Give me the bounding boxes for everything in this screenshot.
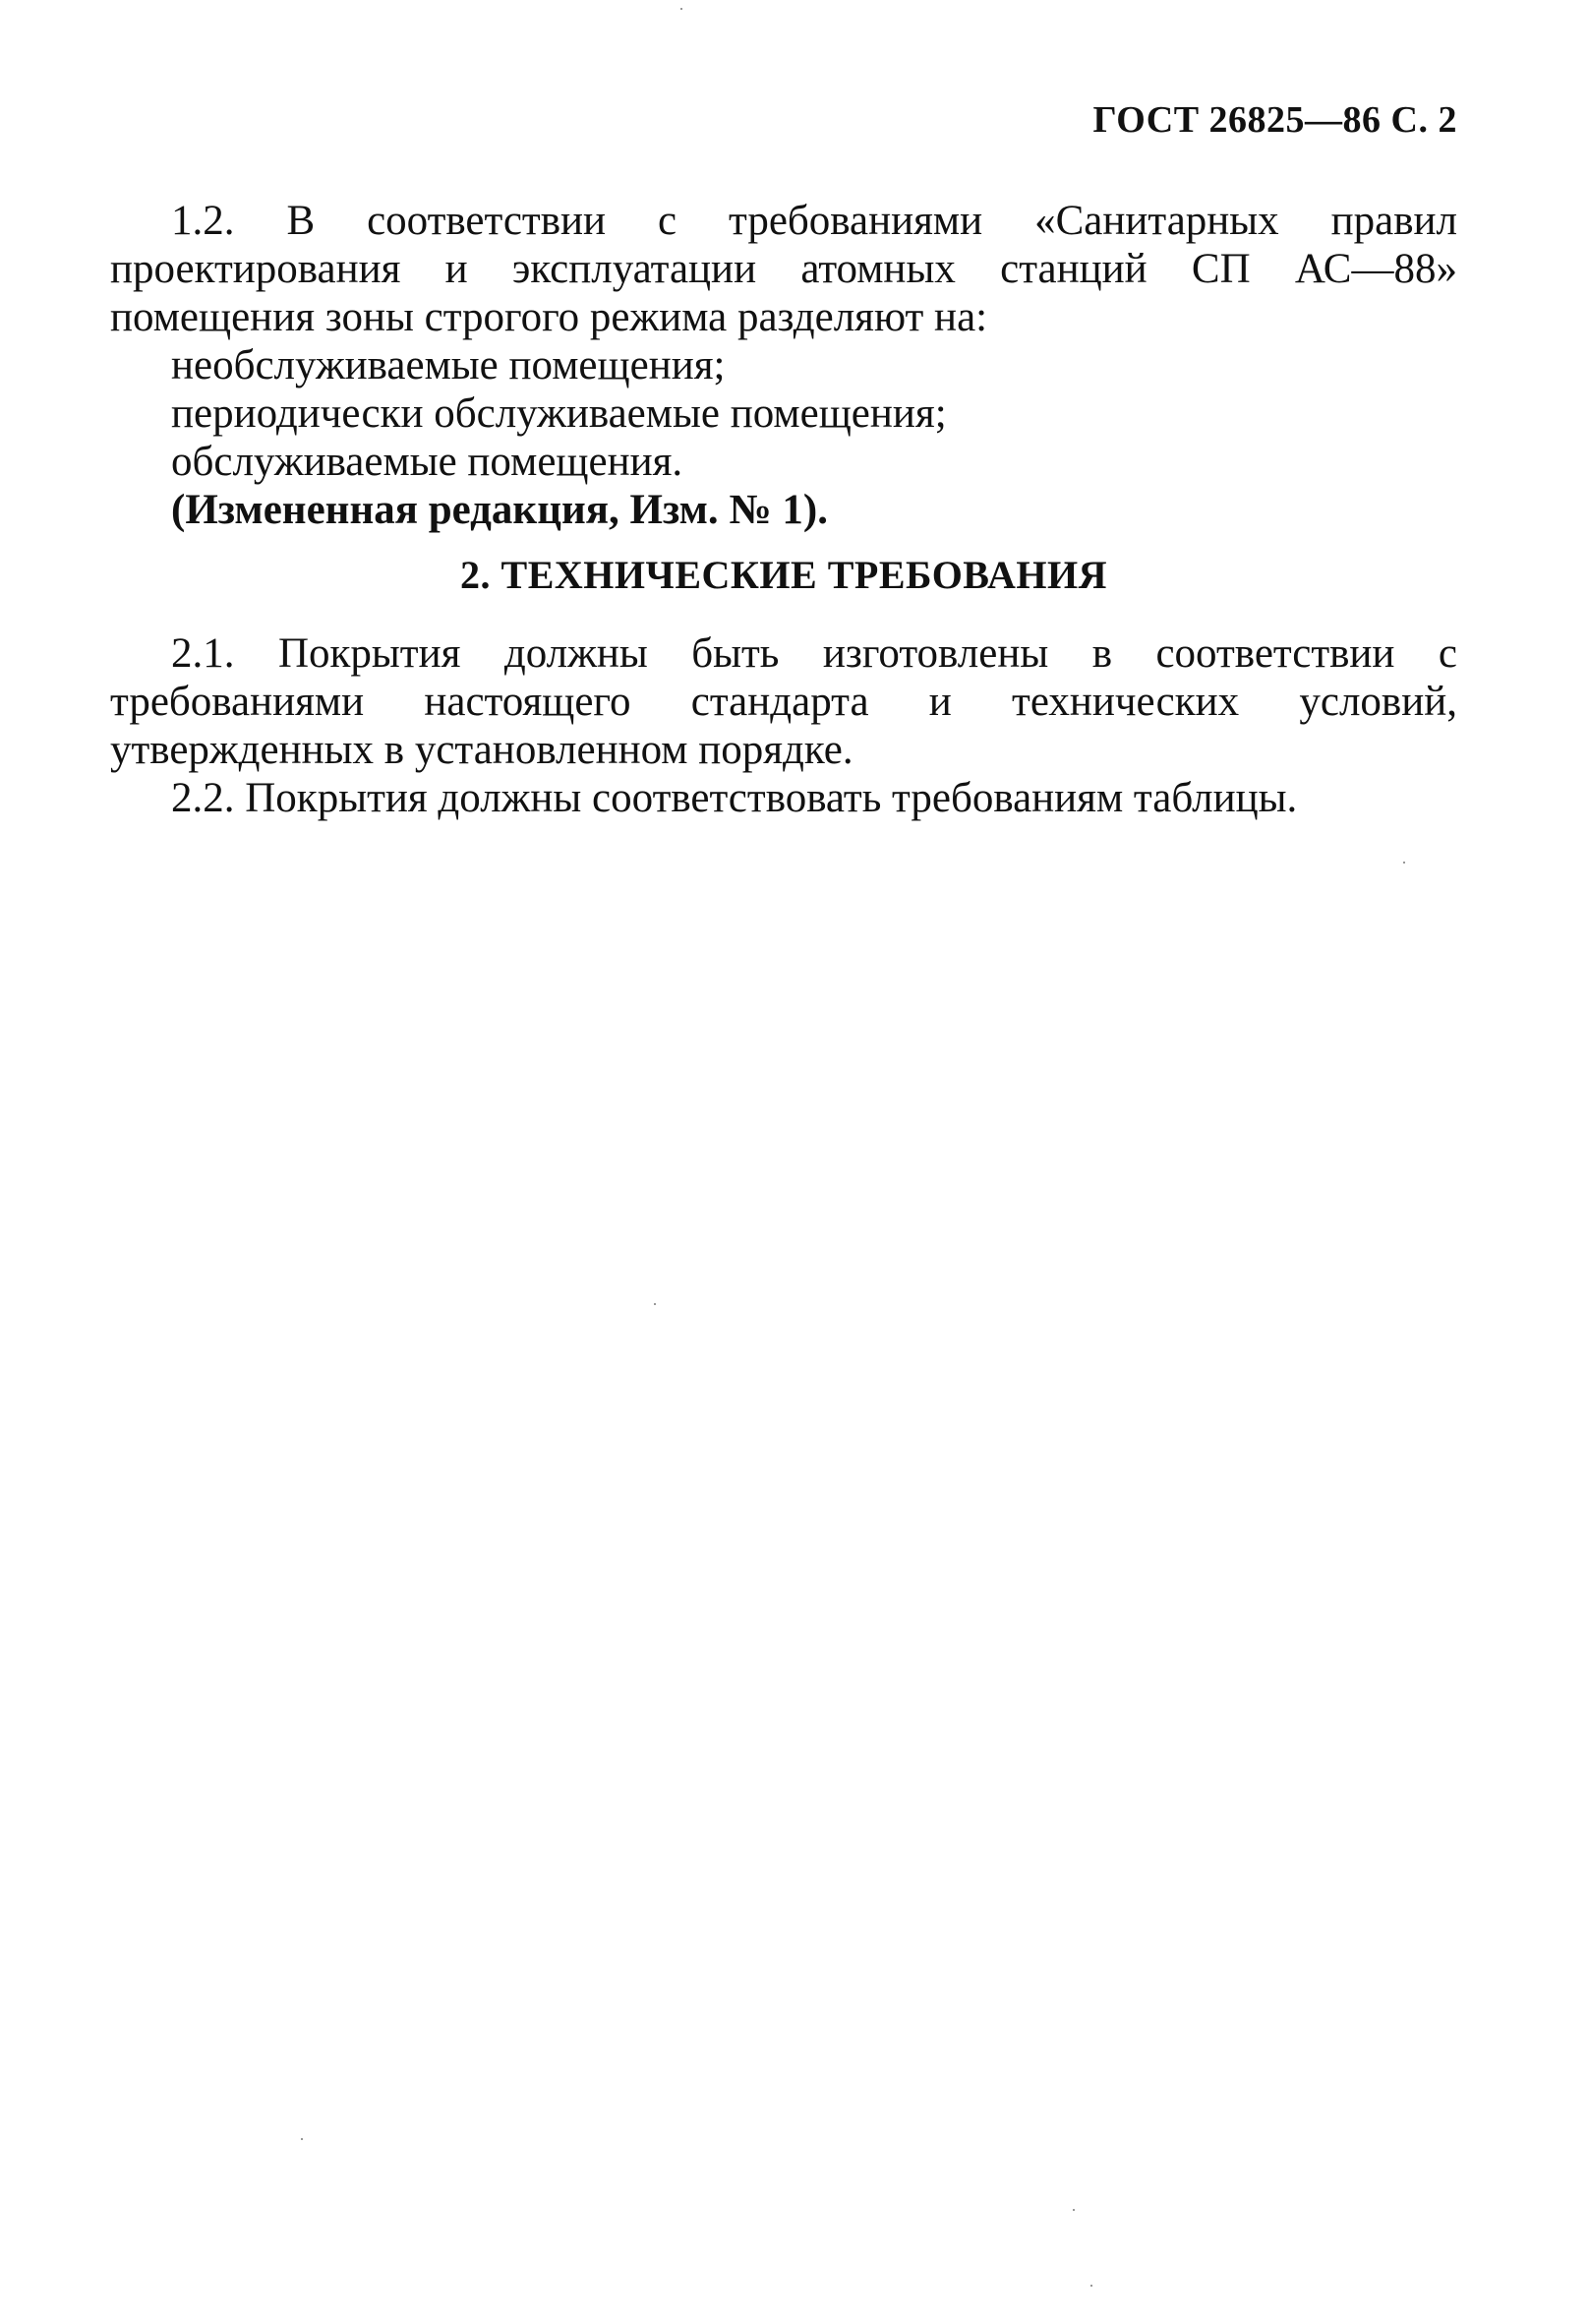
amendment-note: (Измененная редакция, Изм. № 1). — [171, 487, 828, 533]
paragraph-1-2: 1.2. В соответствии с требованиями «Санитарных правил проектирования и эксплуатации атомных станций СП АС—88» помещения зоны строгого режима разделяют на: — [110, 198, 1457, 340]
list-item: обслуживаемые помещения. — [171, 439, 683, 485]
scan-speck — [1403, 862, 1405, 864]
scan-speck — [1073, 2209, 1075, 2211]
paragraph-2-1: 2.1. Покрытия должны быть изготовлены в соответствии с требованиями настоящего стандарта и технических условий, утвержденных в установленном порядке. — [110, 630, 1457, 773]
section-2-block — [110, 629, 1457, 822]
scan-speck — [301, 2138, 303, 2140]
section-2-heading-block — [110, 551, 1457, 599]
scan-speck — [680, 8, 682, 10]
section-1-block — [110, 197, 1457, 534]
scan-speck — [1090, 2285, 1092, 2287]
list-item: периодически обслуживаемые помещения; — [171, 390, 947, 437]
section-heading: 2. ТЕХНИЧЕСКИЕ ТРЕБОВАНИЯ — [460, 553, 1107, 597]
scan-speck — [654, 1303, 656, 1305]
running-header: ГОСТ 26825—86 С. 2 — [1092, 99, 1457, 141]
paragraph-2-2: 2.2. Покрытия должны соответствовать требованиям таблицы. — [171, 775, 1298, 821]
list-item: необслуживаемые помещения; — [171, 342, 726, 388]
